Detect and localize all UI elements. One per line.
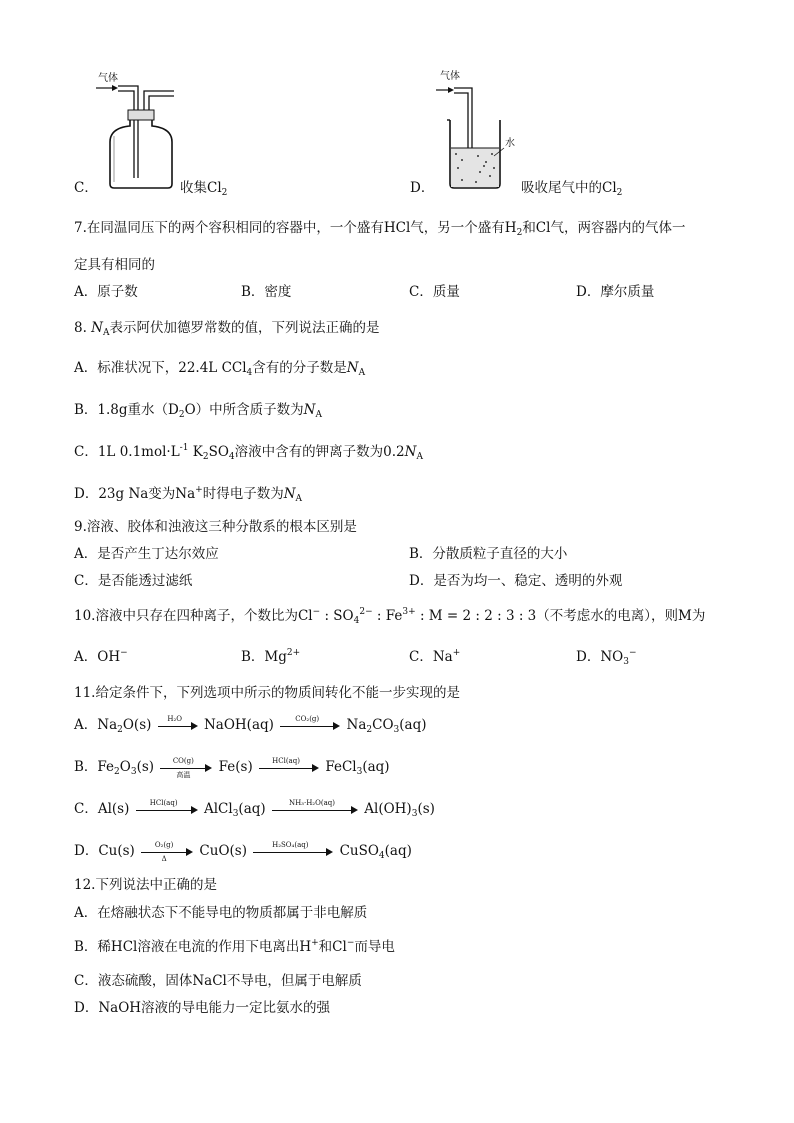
option-d: D．Cu(s) $\frac{\text{O₂(g)}}{\Delta}$ CuO(s) H₂SO₄(aq) CuSO$_4$(aq): [74, 840, 412, 863]
option-c: C．质量: [409, 284, 460, 300]
option-c: C．Na+: [409, 648, 461, 665]
reaction-arrow: NH₃·H₂O(aq): [272, 803, 358, 817]
reaction-arrow: HCl(aq): [259, 761, 319, 775]
option-d: D．摩尔质量: [576, 284, 655, 300]
option-caption: 吸收尾气中的$Cl_2$: [521, 180, 623, 198]
reaction-arrow: HCl(aq): [136, 803, 198, 817]
option-b: B．密度: [241, 284, 292, 300]
reaction-arrow: CO(g) 高温: [160, 761, 212, 775]
reaction-arrow: $\frac{\text{O₂(g)}}{\Delta}$: [141, 845, 193, 859]
option-a: A．原子数: [74, 284, 138, 300]
reaction-arrow: H₂O: [158, 719, 198, 733]
reaction-arrow: CO₂(g): [280, 719, 340, 733]
question-stem: 10.溶液中只存在四种离子，个数比为Cl− : $SO_4^{2-}$ : $Fe^{3+}$ : M = 2 : 2 : 3 : 3（不考虑水的电离），则M为: [74, 607, 706, 626]
option-c: C．Al(s) HCl(aq) AlCl$_3$(aq) NH₃·H₂O(aq) $Al(OH)_3(s)$: [74, 798, 435, 819]
option-b: B．$Fe_2O_3(s)$ CO(g) 高温 Fe(s) HCl(aq) FeCl$_3$(aq): [74, 756, 390, 779]
option-letter: C．: [74, 180, 98, 196]
question-stem: 8. $N_A$表示阿伏加德罗常数的值，下列说法正确的是: [74, 320, 380, 338]
option-a: A．在熔融状态下不能导电的物质都属于非电解质: [74, 905, 368, 921]
option-c: C．1L $0.1mol\cdot L^{-1}$ $K_2SO_4$溶液中含有的钾离子数为$0.2N_A$: [74, 443, 423, 462]
question-stem: 7.在同温同压下的两个容积相同的容器中，一个盛有HCl气，另一个盛有$H_2$和Cl气，两容器内的气体一: [74, 220, 686, 238]
option-a: A．标准状况下，22.4L CCl$_4$含有的分子数是$N_A$: [74, 360, 366, 378]
option-d: D．是否为均一、稳定、透明的外观: [409, 573, 623, 589]
gas-label: 气体: [440, 71, 460, 82]
option-b: B．稀HCl溶液在电流的作用下电离出H+和Cl−而导电: [74, 938, 395, 955]
gas-label: 气体: [98, 73, 118, 84]
question-stem-continued: 定具有相同的: [74, 257, 155, 273]
option-d: D．NaOH溶液的导电能力一定比氨水的强: [74, 1000, 331, 1016]
beaker-absorption-diagram: [432, 68, 524, 192]
question-stem: 9.溶液、胶体和浊液这三种分散系的根本区别是: [74, 519, 357, 535]
reaction-arrow: H₂SO₄(aq): [253, 845, 333, 859]
question-stem: 11.给定条件下，下列选项中所示的物质间转化不能一步实现的是: [74, 685, 460, 701]
option-a: A．OH−: [74, 648, 128, 665]
option-a: A．$Na_2O(s)$ H₂O NaOH(aq) CO₂(g) $Na_2CO_3(aq)$: [74, 714, 427, 735]
gas-washing-bottle-diagram: [92, 70, 182, 192]
water-label: 水: [505, 138, 515, 149]
option-caption: 收集$Cl_2$: [180, 180, 228, 198]
option-letter: D．: [410, 180, 435, 196]
option-b: B．$Mg^{2+}$: [241, 648, 301, 665]
option-c: C．液态硫酸，固体NaCl不导电，但属于电解质: [74, 973, 362, 989]
option-b: B．1.8g重水$(D_2O)$中所含质子数为$N_A$: [74, 402, 322, 420]
option-b: B．分散质粒子直径的大小: [409, 546, 568, 562]
option-d: D．$NO_3^-$: [576, 648, 637, 667]
option-c: C．是否能透过滤纸: [74, 573, 193, 589]
option-d: D．23g Na变为Na+时得电子数为$N_A$: [74, 485, 303, 504]
option-a: A．是否产生丁达尔效应: [74, 546, 219, 562]
question-stem: 12.下列说法中正确的是: [74, 877, 217, 893]
